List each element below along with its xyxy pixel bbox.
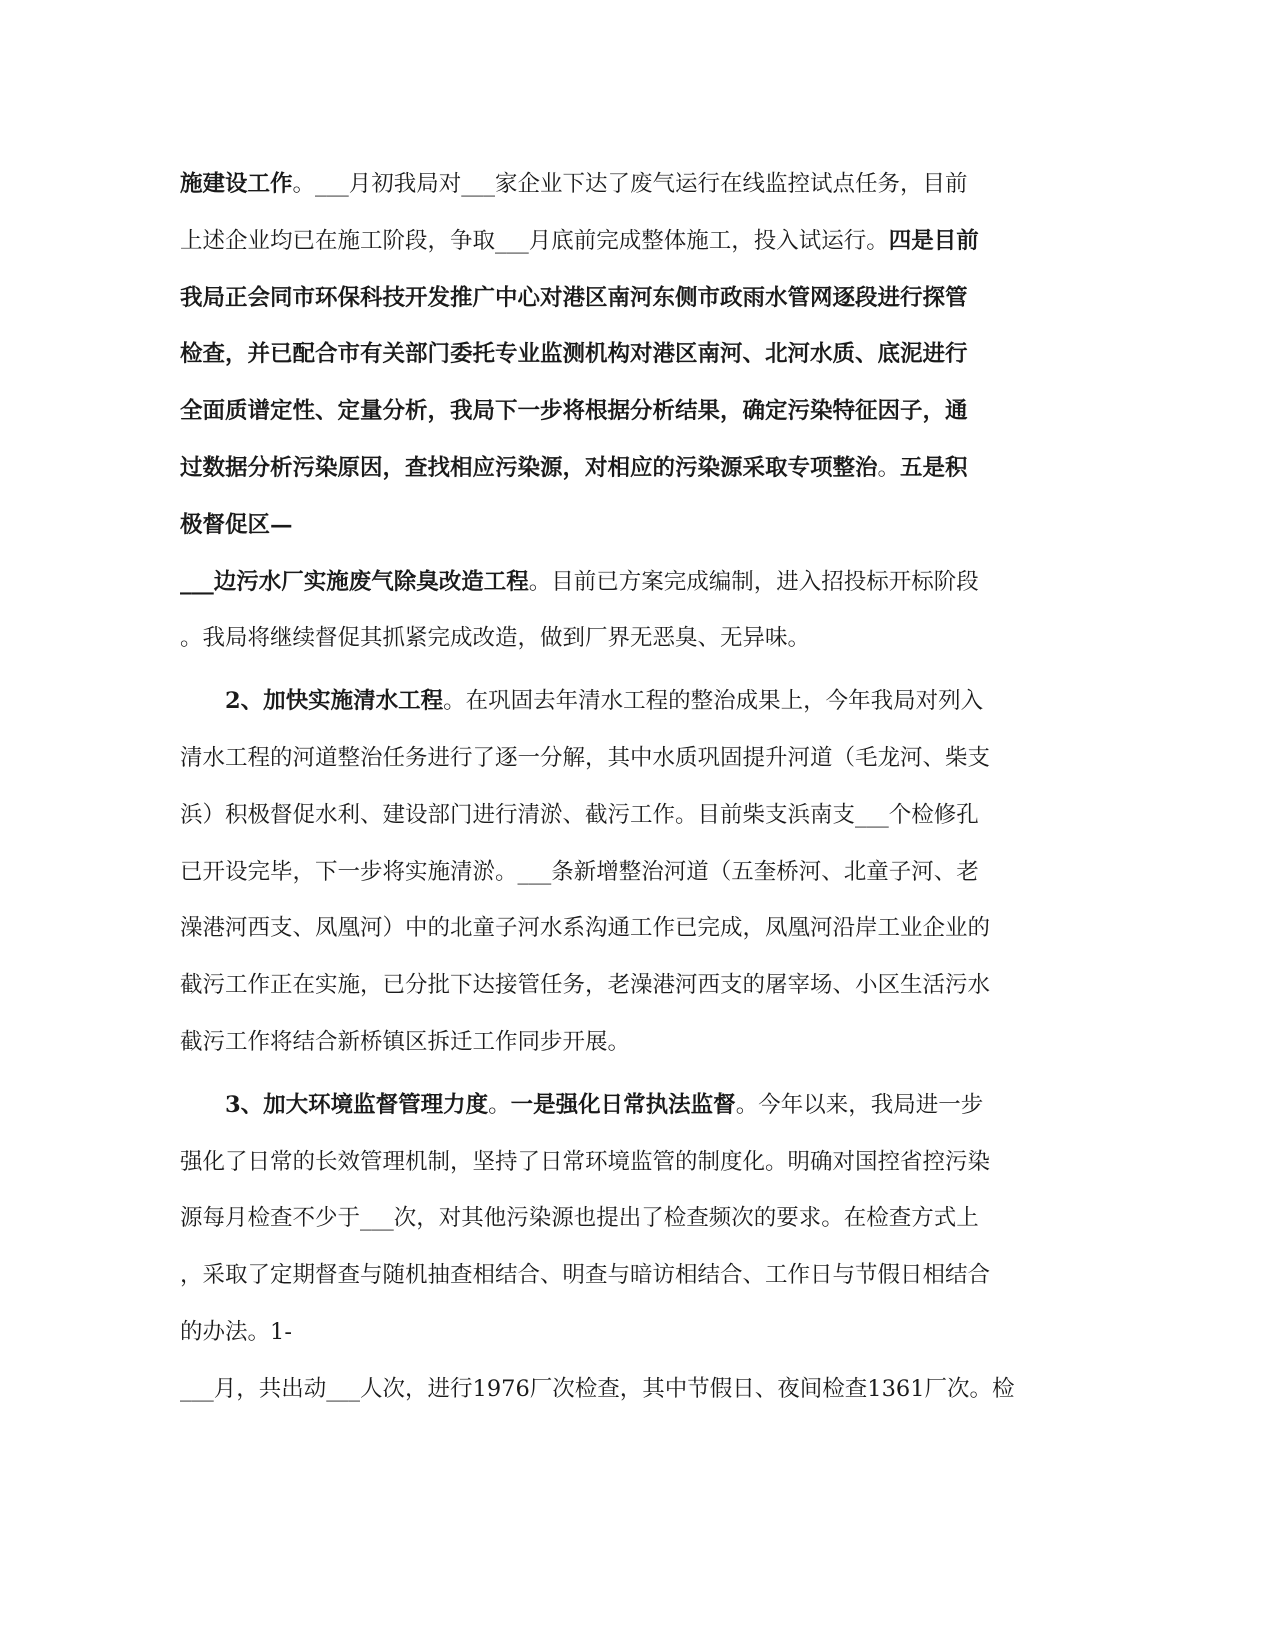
text-line	[180, 562, 1040, 619]
text-line	[180, 1255, 1040, 1312]
text-line	[180, 852, 1040, 909]
bold-text: 一是强化日常执法监督	[510, 1091, 736, 1118]
text: 。今年以来，我局进一步	[735, 1091, 984, 1118]
text-line	[180, 1142, 1040, 1199]
text: 清水工程的河道整治任务进行了逐一分解，其中水质巩固提升河道（毛龙河、柴支	[180, 744, 991, 771]
text-line	[180, 681, 1040, 738]
text-line	[180, 738, 1040, 795]
text-line	[180, 278, 1040, 335]
text-line	[180, 448, 1040, 505]
text: 的办法。1-	[180, 1318, 292, 1345]
text: 。___月初我局对___家企业下达了废气运行在线监控试点任务，目前	[292, 171, 968, 197]
text: 浜）积极督促水利、建设部门进行清淤、截污工作。目前柴支浜南支___个检修孔	[180, 801, 979, 828]
text: 源每月检查不少于___次，对其他污染源也提出了检查频次的要求。在检查方式上	[180, 1205, 979, 1232]
bold-text: 3、加大环境监督管理力度	[225, 1091, 489, 1118]
text-line	[180, 965, 1040, 1022]
text-line	[180, 1198, 1040, 1255]
text: ___月，共出动___人次，进行1976厂次检查，其中节假日、夜间检查1361厂次。检	[180, 1375, 1015, 1402]
text: 强化了日常的长效管理机制，坚持了日常环境监管的制度化。明确对国控省控污染	[180, 1148, 991, 1175]
text-line	[180, 334, 1040, 391]
text-line	[180, 221, 1040, 278]
bold-text: 极督促区—	[180, 511, 293, 538]
text: 。我局将继续督促其抓紧完成改造，做到厂界无恶臭、无异味。	[180, 625, 811, 652]
bold-text: 检查，并已配合市有关部门委托专业监测机构对港区南河、北河水质、底泥进行	[180, 341, 968, 368]
text-line	[180, 795, 1040, 852]
text-line	[180, 505, 1040, 562]
text-line	[180, 1085, 1040, 1142]
text-line	[180, 391, 1040, 448]
bold-text: 五是积	[900, 454, 968, 481]
text: 。	[488, 1091, 511, 1118]
text: 上述企业均已在施工阶段，争取___月底前完成整体施工，投入试运行。	[180, 227, 889, 254]
bold-text: 我局正会同市环保科技开发推广中心对港区南河东侧市政雨水管网逐段进行探管	[180, 284, 968, 311]
text-line	[180, 1369, 1040, 1426]
bold-text: 四是目前	[888, 227, 979, 254]
bold-text: 全面质谱定性、定量分析，我局下一步将根据分析结果，确定污染特征因子，通	[180, 398, 968, 425]
text: 。	[877, 454, 901, 481]
text: 已开设完毕，下一步将实施清淤。___条新增整治河道（五奎桥河、北童子河、老	[180, 858, 979, 885]
text-line	[180, 164, 1040, 221]
bold-text: 施建设工作	[180, 171, 293, 197]
text: 澡港河西支、凤凰河）中的北童子河水系沟通工作已完成，凤凰河沿岸工业企业的	[180, 915, 991, 942]
text-line	[180, 1312, 1040, 1369]
bold-text: ___边污水厂实施废气除臭改造工程	[180, 568, 529, 595]
text: 。在巩固去年清水工程的整治成果上，今年我局对列入	[443, 688, 984, 715]
document-body	[180, 164, 1040, 1426]
text: ，采取了定期督查与随机抽查相结合、明查与暗访相结合、工作日与节假日相结合	[180, 1262, 991, 1289]
bold-text: 过数据分析污染原因，查找相应污染源，对相应的污染源采取专项整治	[180, 454, 878, 481]
text: 截污工作正在实施，已分批下达接管任务，老澡港河西支的屠宰场、小区生活污水	[180, 972, 991, 999]
text: 。目前已方案完成编制，进入招投标开标阶段	[528, 568, 979, 595]
text-line	[180, 618, 1040, 675]
text-line	[180, 1022, 1040, 1079]
bold-text: 2、加快实施清水工程	[225, 688, 444, 715]
text: 截污工作将结合新桥镇区拆迁工作同步开展。	[180, 1028, 631, 1055]
text-line	[180, 908, 1040, 965]
